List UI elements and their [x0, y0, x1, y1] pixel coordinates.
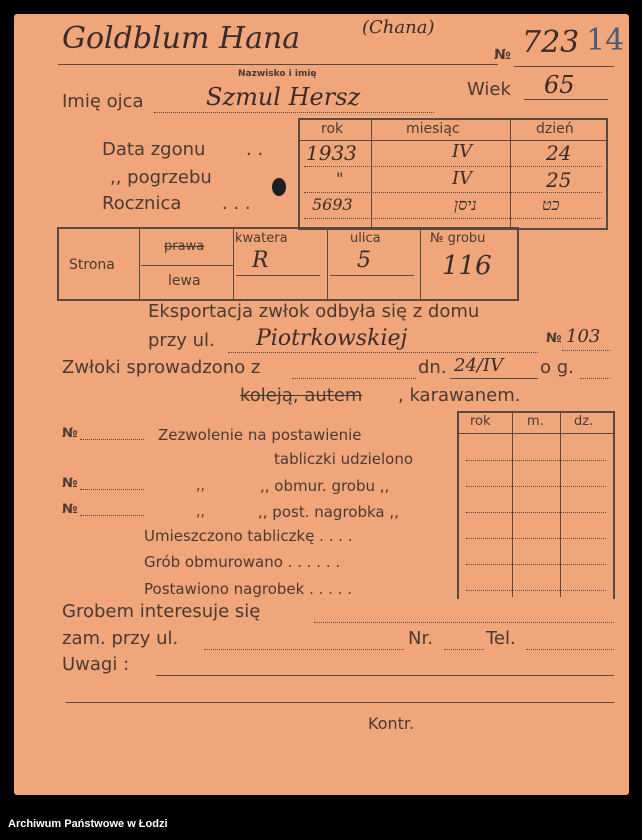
control-label: Kontr.: [368, 714, 415, 733]
quarter-label: kwatera: [235, 231, 288, 246]
surname-name-handwritten: Goldblum Hana: [62, 21, 301, 56]
transport-hearse: , karawanem.: [398, 385, 521, 406]
interested-underline: [314, 622, 614, 623]
permit-no-sign: №: [62, 476, 78, 491]
export-no-underline: [562, 350, 610, 351]
col-miesiac: miesiąc: [406, 121, 460, 137]
grave-no-value: 116: [442, 251, 492, 281]
nr-label: Nr.: [408, 628, 433, 649]
burial-day: 25: [546, 168, 572, 192]
side-right-struck: prawa: [164, 239, 205, 254]
father-label: Imię ojca: [62, 91, 144, 112]
quarter-underline: [236, 275, 320, 276]
side-divider: [141, 265, 233, 266]
day-label: dn.: [418, 357, 447, 378]
permit-no-line: [80, 439, 144, 440]
brought-from-label: Zwłoki sprowadzono z: [62, 357, 261, 378]
permits-row-line: [466, 460, 606, 461]
dates-col-divider: [371, 120, 372, 228]
anniversary-day: כט: [542, 195, 560, 214]
remarks-underline: [156, 675, 614, 676]
grave-col-divider: [327, 229, 328, 299]
number-underline: [514, 66, 614, 67]
hour-underline: [580, 378, 610, 379]
permits-col-rok: rok: [470, 414, 491, 429]
side-left: lewa: [168, 273, 201, 289]
permit-line-2: tabliczki udzielono: [274, 450, 413, 468]
card-number-suffix: 14: [586, 23, 625, 58]
grave-col-divider: [139, 229, 140, 299]
row-line: [304, 218, 602, 219]
quarter-value: R: [252, 248, 269, 273]
age-label: Wiek: [467, 79, 511, 100]
row-line: [304, 192, 602, 193]
export-street-label: przy ul.: [148, 330, 215, 351]
age-value: 65: [544, 71, 575, 99]
export-line: Eksportacja zwłok odbyła się z domu: [148, 301, 480, 322]
ditto-mark: ,,: [196, 478, 205, 494]
permit-line-4: ,, post. nagrobka ,,: [258, 503, 399, 521]
name-underline: [58, 64, 498, 65]
dates-col-divider: [510, 120, 511, 228]
number-label: №: [494, 47, 511, 63]
father-name: Szmul Hersz: [206, 83, 361, 111]
remarks-label: Uwagi :: [62, 654, 130, 675]
day-underline: [450, 378, 538, 379]
remarks-underline-2: [66, 702, 614, 703]
anniversary-month: ניסן: [454, 195, 477, 214]
transport-struck: koleją, autem: [240, 385, 363, 406]
tel-underline: [526, 649, 614, 650]
permits-row-line: [466, 486, 606, 487]
permit-no-line: [80, 515, 144, 516]
permits-row-line: [466, 538, 606, 539]
permits-row-line: [466, 512, 606, 513]
permit-no-sign: №: [62, 502, 78, 517]
permits-col-dz: dz.: [574, 414, 594, 429]
interested-label: Grobem interesuje się: [62, 601, 261, 622]
permits-row-line: [466, 564, 606, 565]
leader-dots: . .: [246, 139, 264, 160]
grave-walled: Grób obmurowano . . . . . .: [144, 553, 341, 571]
leader-dots: . . .: [222, 193, 251, 214]
plaque-placed: Umieszczono tabliczkę . . . .: [144, 527, 353, 545]
tel-label: Tel.: [486, 628, 516, 649]
row-line: [304, 166, 602, 167]
export-street: Piotrkowskiej: [256, 326, 408, 351]
grave-col-divider: [420, 229, 421, 299]
death-date-label: Data zgonu: [102, 139, 206, 160]
father-underline: [154, 112, 434, 113]
hour-label: o g.: [540, 357, 574, 378]
age-underline: [524, 99, 608, 100]
permits-col-m: m.: [527, 414, 544, 429]
col-rok: rok: [321, 121, 344, 137]
permits-row-line: [466, 590, 606, 591]
grave-col-divider: [233, 229, 234, 299]
permits-table: [457, 411, 615, 599]
ink-blot: [272, 178, 286, 196]
burial-date-label: ,, pogrzebu: [110, 167, 212, 188]
permit-no-line: [80, 489, 144, 490]
burial-month: IV: [452, 168, 473, 189]
export-no-label: №: [546, 331, 562, 346]
death-day: 24: [546, 141, 572, 165]
brought-from-underline: [292, 378, 416, 379]
side-label: Strona: [69, 257, 115, 273]
export-street-underline: [228, 352, 538, 353]
permits-col-divider: [560, 413, 561, 597]
anniversary-label: Rocznica: [102, 193, 182, 214]
death-month: IV: [452, 141, 473, 162]
burial-record-card: [14, 14, 629, 795]
permit-line-3: ,, obmur. grobu ,,: [260, 477, 390, 495]
death-year: 1933: [306, 141, 357, 165]
street-underline: [330, 275, 414, 276]
address-label: zam. przy ul.: [62, 628, 179, 649]
ditto-mark: ,,: [196, 504, 205, 520]
name-caption: Nazwisko i imię: [238, 69, 317, 79]
permit-line-1: Zezwolenie na postawienie: [158, 426, 362, 444]
burial-year: ": [336, 169, 344, 188]
permit-no-sign: №: [62, 426, 78, 441]
street-value: 5: [357, 248, 371, 273]
export-no: 103: [566, 326, 601, 347]
street-label: ulica: [350, 231, 381, 246]
name-variant-handwritten: (Chana): [362, 17, 435, 38]
nr-underline: [444, 649, 484, 650]
col-dzien: dzień: [536, 121, 574, 137]
grave-no-label: № grobu: [430, 231, 486, 246]
permits-header-line: [459, 433, 613, 434]
address-underline: [204, 649, 404, 650]
day-value: 24/IV: [454, 355, 504, 376]
archive-label: Archiwum Państwowe w Łodzi: [8, 818, 168, 830]
anniversary-year: 5693: [312, 195, 353, 214]
permits-col-divider: [512, 413, 513, 597]
card-number: 723: [522, 25, 580, 60]
tombstone-placed: Postawiono nagrobek . . . . .: [144, 580, 352, 598]
